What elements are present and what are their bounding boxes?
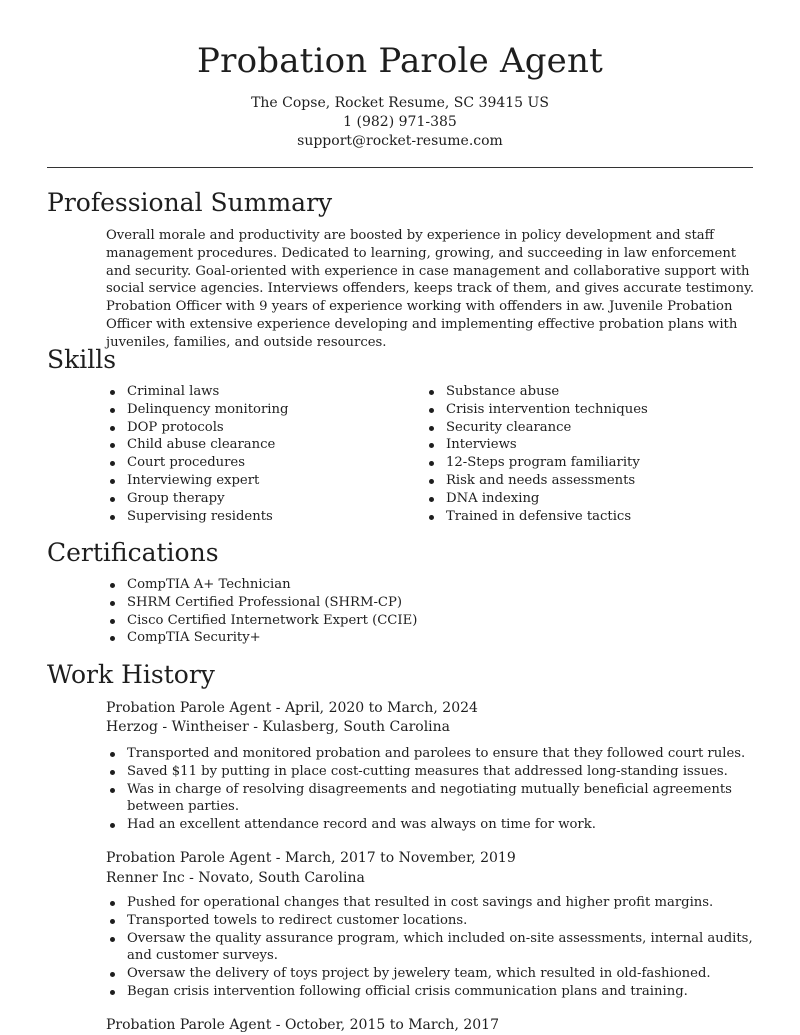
job-bullet: Transported towels to redirect customer locations. — [106, 912, 756, 930]
candidate-name: Probation Parole Agent — [197, 41, 603, 81]
contact-address: The Copse, Rocket Resume, SC 39415 US — [251, 95, 549, 111]
skill-item: Interviews — [425, 436, 745, 454]
skill-item: Delinquency monitoring — [106, 401, 406, 419]
certification-item: CompTIA Security+ — [106, 629, 706, 647]
job-title-line: Probation Parole Agent - October, 2015 to March, 2017 — [106, 1017, 499, 1033]
summary-text: Overall morale and productivity are boosted by experience in policy development and staff management procedures. Dedicated to learning, growing, and succeeding in law enforcement and security. Goal-oriented with experience in case management and collaborative support with social service agencies. Interviews offenders, keeps track of them, and gives accurate testimony. Probation Officer with 9 years of experience working with offenders in aw. Juvenile Probation Officer with extensive experience developing and implementing effective probation plans with juveniles, families, and outside resources. — [106, 228, 755, 350]
certification-item: SHRM Certified Professional (SHRM-CP) — [106, 594, 706, 612]
job-title-line: Probation Parole Agent - March, 2017 to November, 2019 — [106, 850, 516, 866]
job-company-line: Renner Inc - Novato, South Carolina — [106, 870, 365, 886]
skill-item: Substance abuse — [425, 383, 745, 401]
certifications-list — [106, 576, 706, 647]
job-title-line: Probation Parole Agent - April, 2020 to March, 2024 — [106, 700, 478, 716]
job-bullet: Oversaw the quality assurance program, which included on-site assessments, internal audits, and customer surveys. — [106, 930, 756, 966]
skill-item: Supervising residents — [106, 508, 406, 526]
skills-list-left — [106, 383, 406, 525]
skills-list-right — [425, 383, 745, 525]
contact-email: support@rocket-resume.com — [297, 133, 503, 149]
job-bullet: Had an excellent attendance record and was always on time for work. — [106, 816, 756, 834]
summary-heading: Professional Summary — [47, 188, 333, 217]
job-bullets — [106, 894, 756, 1001]
skill-item: Criminal laws — [106, 383, 406, 401]
job-bullet: Was in charge of resolving disagreements and negotiating mutually beneficial agreements between parties. — [106, 781, 756, 817]
job-bullet: Saved $11 by putting in place cost-cutting measures that addressed long-standing issues. — [106, 763, 756, 781]
skill-item: Group therapy — [106, 490, 406, 508]
job-bullet: Oversaw the delivery of toys project by jewelery team, which resulted in old-fashioned. — [106, 965, 756, 983]
skill-item: Risk and needs assessments — [425, 472, 745, 490]
certifications-heading: Certifications — [47, 538, 219, 567]
skill-item: Crisis intervention techniques — [425, 401, 745, 419]
job-bullet: Transported and monitored probation and parolees to ensure that they followed court rules. — [106, 745, 756, 763]
certification-item: Cisco Certified Internetwork Expert (CCIE) — [106, 612, 706, 630]
skill-item: DOP protocols — [106, 419, 406, 437]
job-company-line: Herzog - Wintheiser - Kulasberg, South Carolina — [106, 719, 451, 735]
contact-phone: 1 (982) 971-385 — [343, 114, 457, 130]
skill-item: Trained in defensive tactics — [425, 508, 745, 526]
skills-heading: Skills — [47, 345, 117, 374]
skill-item: Security clearance — [425, 419, 745, 437]
job-bullet: Pushed for operational changes that resulted in cost savings and higher profit margins. — [106, 894, 756, 912]
header-divider — [47, 167, 753, 168]
skill-item: Interviewing expert — [106, 472, 406, 490]
skill-item: Child abuse clearance — [106, 436, 406, 454]
skill-item: 12-Steps program familiarity — [425, 454, 745, 472]
job-bullets — [106, 745, 756, 834]
skill-item: DNA indexing — [425, 490, 745, 508]
job-bullet: Began crisis intervention following official crisis communication plans and training. — [106, 983, 756, 1001]
certification-item: CompTIA A+ Technician — [106, 576, 706, 594]
work-history-heading: Work History — [47, 660, 215, 689]
skill-item: Court procedures — [106, 454, 406, 472]
